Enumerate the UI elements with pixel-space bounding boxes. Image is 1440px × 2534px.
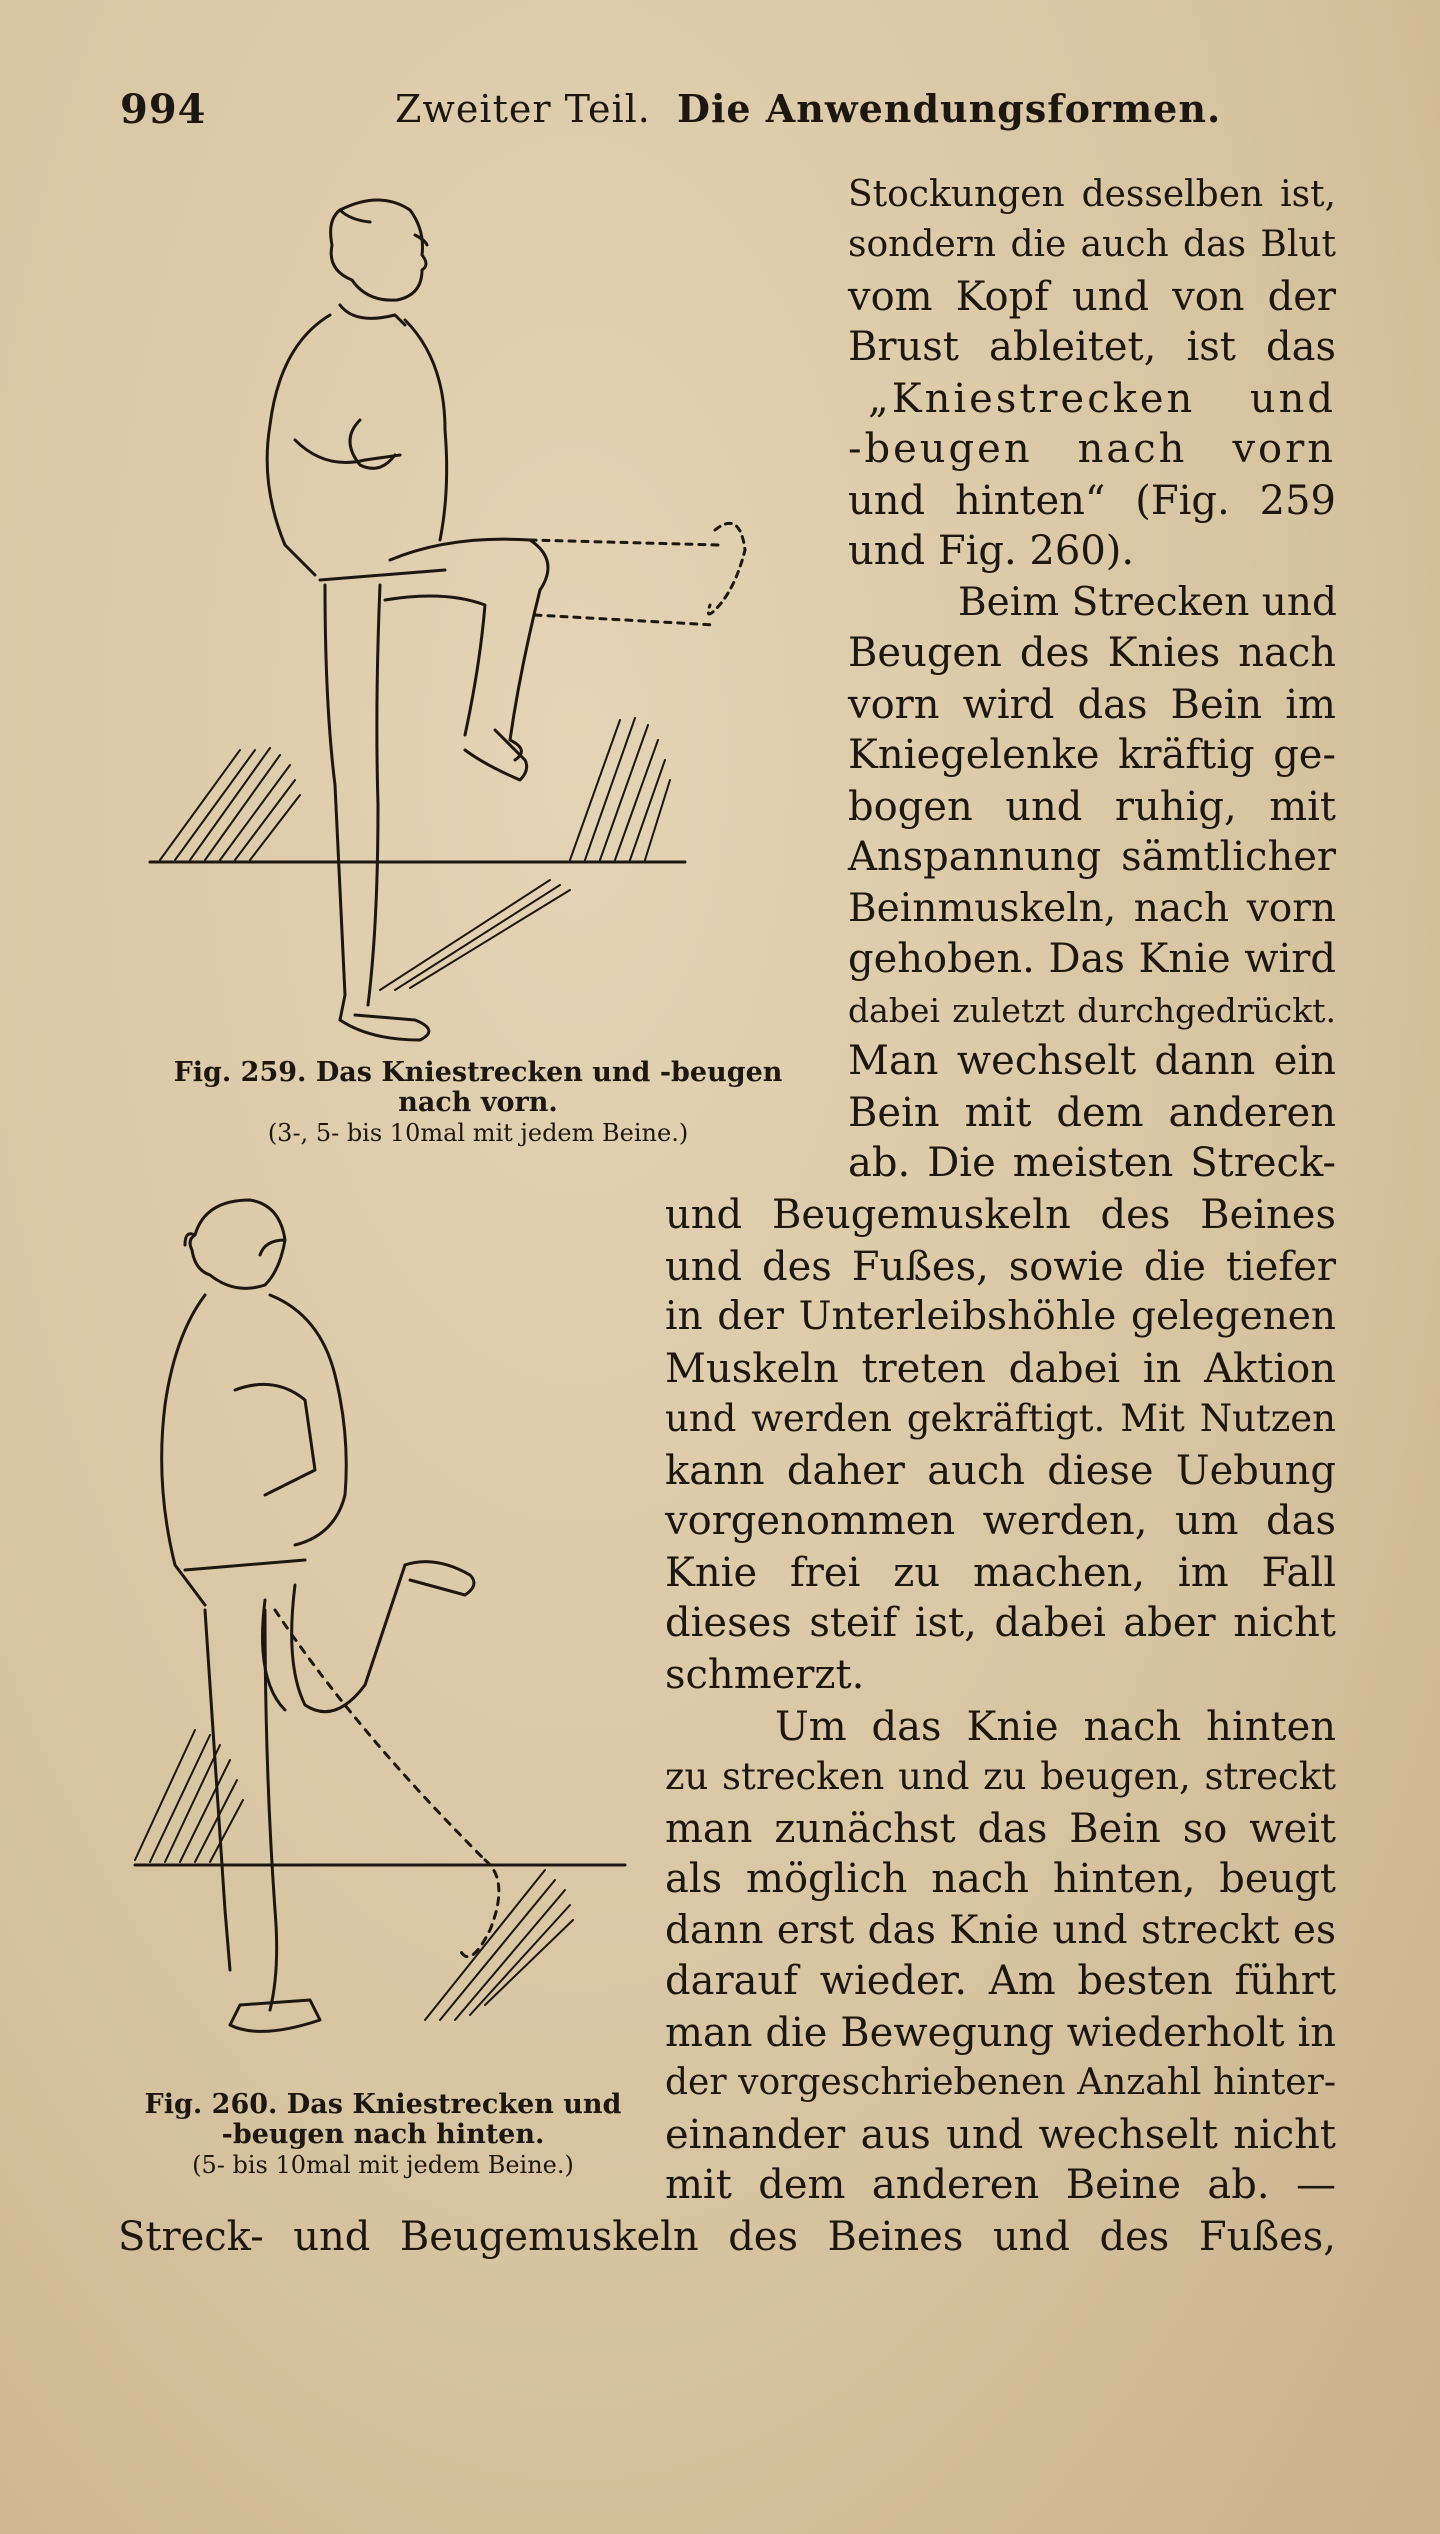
body-line: mit dem anderen Beine ab. — [665, 2162, 1336, 2208]
body-line: „Kniestrecken und [868, 376, 1336, 422]
figure-259-caption-title: Fig. 259. Das Kniestrecken und -beugen [173, 1057, 783, 1088]
body-line: Um das Knie nach hinten [775, 1704, 1336, 1750]
body-line: Streck- und Beugemuskeln des Beines und des Fußes, [118, 2214, 1336, 2260]
body-line: vorgenommen werden, um das [665, 1498, 1336, 1544]
body-line: und werden gekräftigt. Mit Nutzen [665, 1397, 1336, 1440]
body-line: einander aus und wechselt nicht [665, 2112, 1336, 2158]
figure-260-caption-note: (5- bis 10mal mit jedem Beine.) [192, 2151, 574, 2179]
body-line: in der Unterleibshöhle gelegenen [665, 1294, 1336, 1339]
figure-260-illustration [125, 1190, 645, 2070]
body-line: -beugen nach vorn [848, 426, 1336, 472]
body-line: Bein mit dem anderen [848, 1090, 1336, 1136]
body-line: als möglich nach hinten, beugt [665, 1856, 1336, 1902]
body-line: man zunächst das Bein so weit [665, 1806, 1336, 1852]
body-line: vom Kopf und von der [848, 274, 1336, 320]
running-head-part: Zweiter Teil. [395, 87, 651, 131]
body-line: man die Bewegung wiederholt in [665, 2010, 1336, 2056]
body-line: schmerzt. [665, 1652, 865, 1698]
body-line: dieses steif ist, dabei aber nicht [665, 1600, 1336, 1646]
body-line: und Beugemuskeln des Beines [665, 1192, 1336, 1238]
body-line: kann daher auch diese Uebung [665, 1448, 1336, 1494]
figure-260-caption [108, 2090, 658, 2180]
figure-260-caption-subtitle: -beugen nach hinten. [221, 2119, 545, 2150]
figure-259-illustration [130, 190, 830, 1070]
body-line: gehoben. Das Knie wird [848, 936, 1336, 982]
body-line: Anspannung sämtlicher [848, 834, 1336, 880]
page-number: 994 [120, 86, 207, 133]
body-line: Stockungen desselben ist, [848, 174, 1336, 215]
body-line: Brust ableitet, ist das [848, 324, 1336, 370]
body-line: Man wechselt dann ein [848, 1038, 1336, 1084]
body-line: ab. Die meisten Streck- [848, 1140, 1336, 1186]
figure-259-caption-note: (3-, 5- bis 10mal mit jedem Beine.) [267, 1119, 689, 1147]
body-line: dabei zuletzt durchgedrückt. [848, 991, 1336, 1030]
body-line: und hinten“ (Fig. 259 [848, 478, 1336, 524]
body-line: Beugen des Knies nach [848, 630, 1336, 676]
figure-259-caption-subtitle: nach vorn. [398, 1087, 558, 1118]
running-head-section: Die Anwendungsformen. [677, 86, 1222, 131]
body-line: Kniegelenke kräftig ge- [848, 732, 1336, 778]
figure-259-caption [118, 1058, 838, 1148]
body-line: der vorgeschriebenen Anzahl hinter- [665, 2062, 1336, 2103]
body-line: darauf wieder. Am besten führt [665, 1958, 1336, 2004]
body-line: vorn wird das Bein im [848, 682, 1336, 728]
body-line: Beim Strecken und [958, 580, 1337, 625]
body-line: und Fig. 260). [848, 528, 1135, 574]
running-head [395, 86, 1221, 131]
body-line: dann erst das Knie und streckt es [665, 1908, 1336, 1953]
body-line: bogen und ruhig, mit [848, 784, 1336, 830]
body-line: Knie frei zu machen, im Fall [665, 1550, 1336, 1596]
body-line: und des Fußes, sowie die tiefer [665, 1244, 1336, 1290]
body-line: sondern die auch das Blut [848, 224, 1336, 265]
figure-260-caption-title: Fig. 260. Das Kniestrecken und [144, 2089, 622, 2120]
body-line: Beinmuskeln, nach vorn [848, 886, 1336, 931]
body-line: Muskeln treten dabei in Aktion [665, 1346, 1336, 1392]
body-line: zu strecken und zu beugen, streckt [665, 1755, 1336, 1798]
